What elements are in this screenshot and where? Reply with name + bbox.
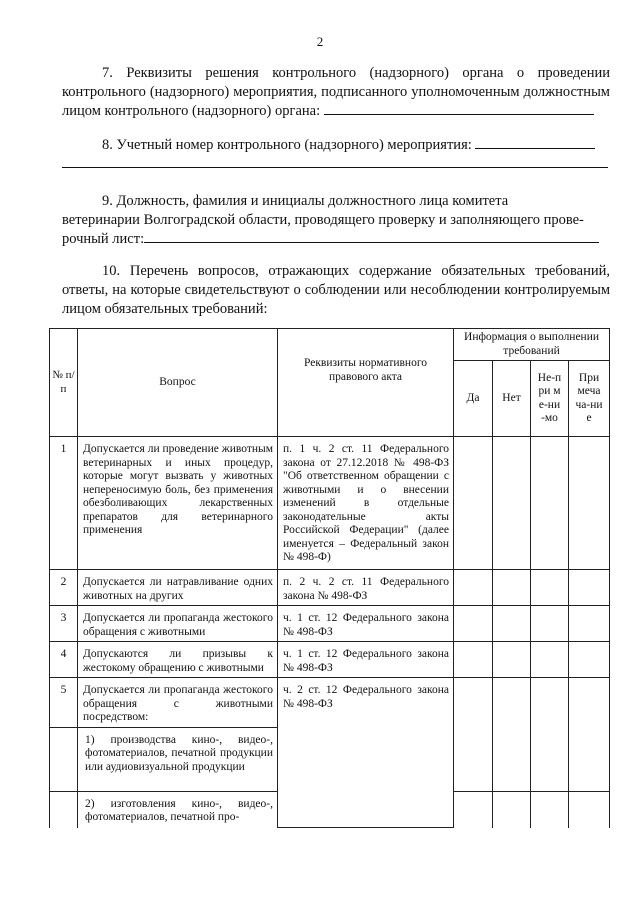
header-note: При меча ча-ние	[569, 361, 610, 437]
paragraph-7	[62, 64, 610, 121]
row-5-sub-2-na-cell[interactable]	[531, 791, 569, 828]
paragraph-8	[62, 136, 610, 155]
row-3-question: Допускается ли пропаганда жестокого обращения с животными	[78, 606, 278, 642]
fill-line-inspector[interactable]	[144, 230, 599, 243]
row-3-no-cell[interactable]	[493, 606, 531, 642]
row-5-note-cell[interactable]	[569, 678, 610, 792]
row-1-no-cell[interactable]	[493, 437, 531, 570]
paragraph-9	[62, 192, 610, 249]
header-na: Не-при ме-ни-мо	[531, 361, 569, 437]
row-1-num: 1	[50, 437, 78, 570]
row-5-no-cell[interactable]	[493, 678, 531, 792]
table-row-5	[50, 678, 610, 728]
header-no: Нет	[493, 361, 531, 437]
row-5-requisites: ч. 2 ст. 12 Федерального закона № 498-ФЗ	[278, 678, 454, 828]
table-row-4	[50, 642, 610, 678]
row-5-question: Допускается ли пропаганда жестокого обращения с животными посредством:	[78, 678, 278, 728]
row-4-requisites: ч. 1 ст. 12 Федерального закона № 498-ФЗ	[278, 642, 454, 678]
checklist-table	[49, 328, 610, 828]
row-2-question: Допускается ли натравливание одних животных на других	[78, 570, 278, 606]
row-1-requisites: п. 1 ч. 2 ст. 11 Федерального закона от 27.12.2018 № 498-ФЗ "Об ответственном обращении с животными и о внесении изменений в отдельные законодательные акты Российской Федерации" (далее именуется – Федеральный закон № 498-Ф)	[278, 437, 454, 570]
page-number: 2	[316, 34, 324, 49]
paragraph-10-text: 10. Перечень вопросов, отражающих содержание обязательных требований, ответы, на которые свидетельствуют о соблюдении или несоблюдении контролируемым лицом обязательных требований:	[62, 263, 610, 317]
paragraph-10	[62, 262, 610, 319]
row-2-num: 2	[50, 570, 78, 606]
row-2-no-cell[interactable]	[493, 570, 531, 606]
table-header-row-1	[50, 329, 610, 361]
paragraph-8-text: 8. Учетный номер контрольного (надзорного) мероприятия:	[102, 137, 472, 153]
header-requisites: Реквизиты нормативного правового акта	[278, 329, 454, 437]
paragraph-9-line1: 9. Должность, фамилия и инициалы должностного лица комитета	[102, 193, 509, 209]
fill-line-record-number[interactable]	[475, 136, 595, 149]
row-2-note-cell[interactable]	[569, 570, 610, 606]
row-4-num: 4	[50, 642, 78, 678]
header-num: № п/п	[50, 329, 78, 437]
row-5-sub-2-no-cell[interactable]	[493, 791, 531, 828]
row-1-question: Допускается ли проведение животным ветеринарных и иных процедур, которые могут вызвать у животных непереносимую боль, без применения обезболивающих лекарственных препаратов для ветеринарного применения	[78, 437, 278, 570]
row-4-na-cell[interactable]	[531, 642, 569, 678]
header-question: Вопрос	[78, 329, 278, 437]
row-2-requisites: п. 2 ч. 2 ст. 11 Федерального закона № 498-ФЗ	[278, 570, 454, 606]
fill-line-decision[interactable]	[324, 102, 594, 115]
paragraph-9-line2: ветеринарии Волгоградской области, проводящего проверку и заполняющего прове-	[62, 212, 584, 228]
row-4-yes-cell[interactable]	[454, 642, 493, 678]
row-1-note-cell[interactable]	[569, 437, 610, 570]
table-row-1	[50, 437, 610, 570]
paragraph-9-line3: рочный лист:	[62, 231, 145, 247]
row-5-sub-2-question: 2) изготовления кино-, видео-, фотоматериалов, печатной про-	[78, 791, 278, 828]
row-3-na-cell[interactable]	[531, 606, 569, 642]
row-4-question: Допускаются ли призывы к жестокому обращению с животными	[78, 642, 278, 678]
row-4-note-cell[interactable]	[569, 642, 610, 678]
row-3-num: 3	[50, 606, 78, 642]
fill-line-record-number-cont[interactable]	[62, 167, 608, 168]
row-5-yes-cell[interactable]	[454, 678, 493, 792]
row-1-na-cell[interactable]	[531, 437, 569, 570]
table-row-3	[50, 606, 610, 642]
row-5-sub-2-yes-cell[interactable]	[454, 791, 493, 828]
row-2-na-cell[interactable]	[531, 570, 569, 606]
row-5-sub-2-note-cell[interactable]	[569, 791, 610, 828]
paragraph-7-text: 7. Реквизиты решения контрольного (надзорного) органа о проведении контрольного (надзорного) мероприятия, подписанного уполномоченным должностным лицом контрольного (надзорного) органа:	[62, 65, 610, 119]
row-5-num: 5	[50, 678, 78, 728]
row-3-yes-cell[interactable]	[454, 606, 493, 642]
row-3-requisites: ч. 1 ст. 12 Федерального закона № 498-ФЗ	[278, 606, 454, 642]
row-5-sub-2-num	[50, 791, 78, 828]
header-yes: Да	[454, 361, 493, 437]
row-5-sub-1-question: 1) производства кино-, видео-, фотоматериалов, печатной продукции или аудиовизуальной продукции	[78, 727, 278, 791]
table-row-2	[50, 570, 610, 606]
row-1-yes-cell[interactable]	[454, 437, 493, 570]
row-4-no-cell[interactable]	[493, 642, 531, 678]
row-5-sub-1-num	[50, 727, 78, 791]
row-2-yes-cell[interactable]	[454, 570, 493, 606]
header-info: Информация о выполнении требований	[454, 329, 610, 361]
row-5-na-cell[interactable]	[531, 678, 569, 792]
row-3-note-cell[interactable]	[569, 606, 610, 642]
